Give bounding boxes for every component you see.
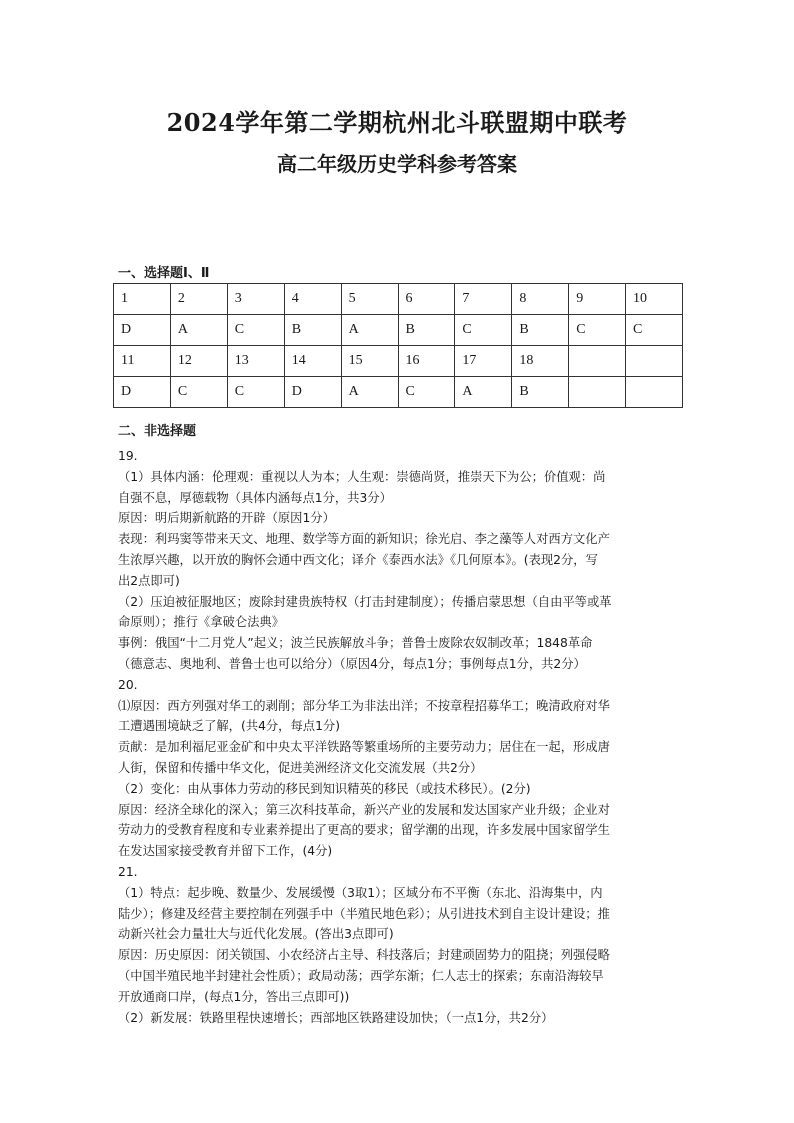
page-title: 2024学年第二学期杭州北斗联盟期中联考 bbox=[166, 108, 628, 137]
text-line: 原因：历史原因：闭关锁国、小农经济占主导、科技落后；封建顽固势力的阻挠；列强侵略 bbox=[118, 948, 610, 963]
text-line: 表现：利玛窦等带来天文、地理、数学等方面的新知识；徐光启、李之藻等人对西方文化产 bbox=[118, 532, 610, 547]
table-cell: 18 bbox=[512, 346, 569, 377]
answer-body-text bbox=[118, 446, 678, 1028]
table-cell: 11 bbox=[114, 346, 171, 377]
table-cell: 1 bbox=[114, 284, 171, 315]
text-line: （1）具体内涵：伦理观：重视以人为本；人生观：崇德尚贤，推崇天下为公；价值观：尚 bbox=[118, 469, 606, 484]
text-line: 命原则）；推行《拿破仑法典》 bbox=[118, 615, 285, 630]
text-line: （1）特点：起步晚、数量少、发展缓慢（3取1）；区域分布不平衡（东北、沿海集中，内 bbox=[118, 885, 603, 900]
section-heading-choice: 一、选择题Ⅰ、Ⅱ bbox=[118, 266, 210, 281]
answer-table bbox=[113, 283, 683, 408]
text-line: （2）压迫被征服地区；废除封建贵族特权（打击封建制度）；传播启蒙思想（自由平等或革 bbox=[118, 594, 612, 609]
table-cell: D bbox=[284, 377, 341, 408]
table-cell: A bbox=[455, 377, 512, 408]
table-cell: 17 bbox=[455, 346, 512, 377]
table-cell: D bbox=[114, 315, 171, 346]
table-cell: 9 bbox=[569, 284, 626, 315]
text-line: 原因：明后期新航路的开辟（原因1分） bbox=[118, 511, 335, 526]
table-cell bbox=[569, 346, 626, 377]
table-row bbox=[114, 315, 683, 346]
table-cell: 7 bbox=[455, 284, 512, 315]
table-row bbox=[114, 377, 683, 408]
table-cell: C bbox=[569, 315, 626, 346]
table-cell: C bbox=[227, 315, 284, 346]
table-cell: 13 bbox=[227, 346, 284, 377]
table-cell: 12 bbox=[170, 346, 227, 377]
text-line: （2）新发展：铁路里程快速增长；西部地区铁路建设加快；（一点1分，共2分） bbox=[118, 1010, 554, 1025]
text-line: 原因：经济全球化的深入；第三次科技革命，新兴产业的发展和发达国家产业升级；企业对 bbox=[118, 802, 610, 817]
table-cell: B bbox=[398, 315, 455, 346]
table-cell: 10 bbox=[626, 284, 683, 315]
table-cell: 8 bbox=[512, 284, 569, 315]
text-line: （德意志、奥地利、普鲁士也可以给分）（原因4分，每点1分；事例每点1分，共2分） bbox=[118, 656, 586, 671]
table-cell bbox=[626, 346, 683, 377]
table-row bbox=[114, 284, 683, 315]
table-cell: 14 bbox=[284, 346, 341, 377]
table-cell: C bbox=[455, 315, 512, 346]
table-cell: 4 bbox=[284, 284, 341, 315]
table-cell: B bbox=[512, 315, 569, 346]
text-line: 20. bbox=[118, 677, 138, 692]
table-cell: B bbox=[284, 315, 341, 346]
table-cell: C bbox=[227, 377, 284, 408]
table-cell bbox=[569, 377, 626, 408]
table-cell: A bbox=[341, 377, 398, 408]
table-cell: C bbox=[398, 377, 455, 408]
table-cell: 16 bbox=[398, 346, 455, 377]
text-line: （中国半殖民地半封建社会性质）；政局动荡；西学东渐；仁人志士的探索；东南沿海较早 bbox=[118, 968, 604, 983]
text-line: 21. bbox=[118, 864, 138, 879]
text-line: 出2点即可) bbox=[118, 573, 180, 588]
text-line: 在发达国家接受教育并留下工作，(4分) bbox=[118, 844, 333, 859]
table-cell: D bbox=[114, 377, 171, 408]
text-line: 生浓厚兴趣，以开放的胸怀会通中西文化；译介《泰西水法》《几何原本》。(表现2分，写 bbox=[118, 552, 598, 567]
text-line: 事例：俄国“十二月党人”起义；波兰民族解放斗争；普鲁士废除农奴制改革；1848革命 bbox=[118, 636, 593, 651]
table-cell: A bbox=[341, 315, 398, 346]
table-cell: C bbox=[170, 377, 227, 408]
table-cell: 5 bbox=[341, 284, 398, 315]
section-heading-nonchoice: 二、非选择题 bbox=[118, 424, 197, 439]
page-subtitle: 高二年级历史学科参考答案 bbox=[277, 152, 517, 176]
table-cell: 3 bbox=[227, 284, 284, 315]
table-row bbox=[114, 346, 683, 377]
text-line: 贡献：是加利福尼亚金矿和中央太平洋铁路等繁重场所的主要劳动力；居住在一起，形成唐 bbox=[118, 740, 610, 755]
table-cell bbox=[626, 377, 683, 408]
text-line: 自强不息，厚德载物（具体内涵每点1分，共3分） bbox=[118, 490, 392, 505]
text-line: 开放通商口岸，(每点1分，答出三点即可)) bbox=[118, 989, 350, 1004]
table-cell: B bbox=[512, 377, 569, 408]
text-line: 劳动力的受教育程度和专业素养提出了更高的要求；留学潮的出现，许多发展中国家留学生 bbox=[118, 823, 610, 838]
text-line: 陆少）；修建及经营主要控制在列强手中（半殖民地色彩）；从引进技术到自主设计建设；推 bbox=[118, 906, 610, 921]
table-cell: C bbox=[626, 315, 683, 346]
text-line: 工遭遇围境缺乏了解，(共4分，每点1分) bbox=[118, 719, 340, 734]
table-cell: 6 bbox=[398, 284, 455, 315]
text-line: 动新兴社会力量壮大与近代化发展。(答出3点即可) bbox=[118, 927, 394, 942]
text-line: 19. bbox=[118, 449, 138, 463]
table-cell: 2 bbox=[170, 284, 227, 315]
text-line: 人街，保留和传播中华文化，促进美洲经济文化交流发展（共2分） bbox=[118, 760, 483, 775]
text-line: ⑴原因：西方列强对华工的剥削；部分华工为非法出洋；不按章程招募华工；晚清政府对华 bbox=[118, 698, 610, 713]
table-cell: A bbox=[170, 315, 227, 346]
text-line: （2）变化：由从事体力劳动的移民到知识精英的移民（或技术移民）。(2分) bbox=[118, 781, 531, 796]
table-cell: 15 bbox=[341, 346, 398, 377]
